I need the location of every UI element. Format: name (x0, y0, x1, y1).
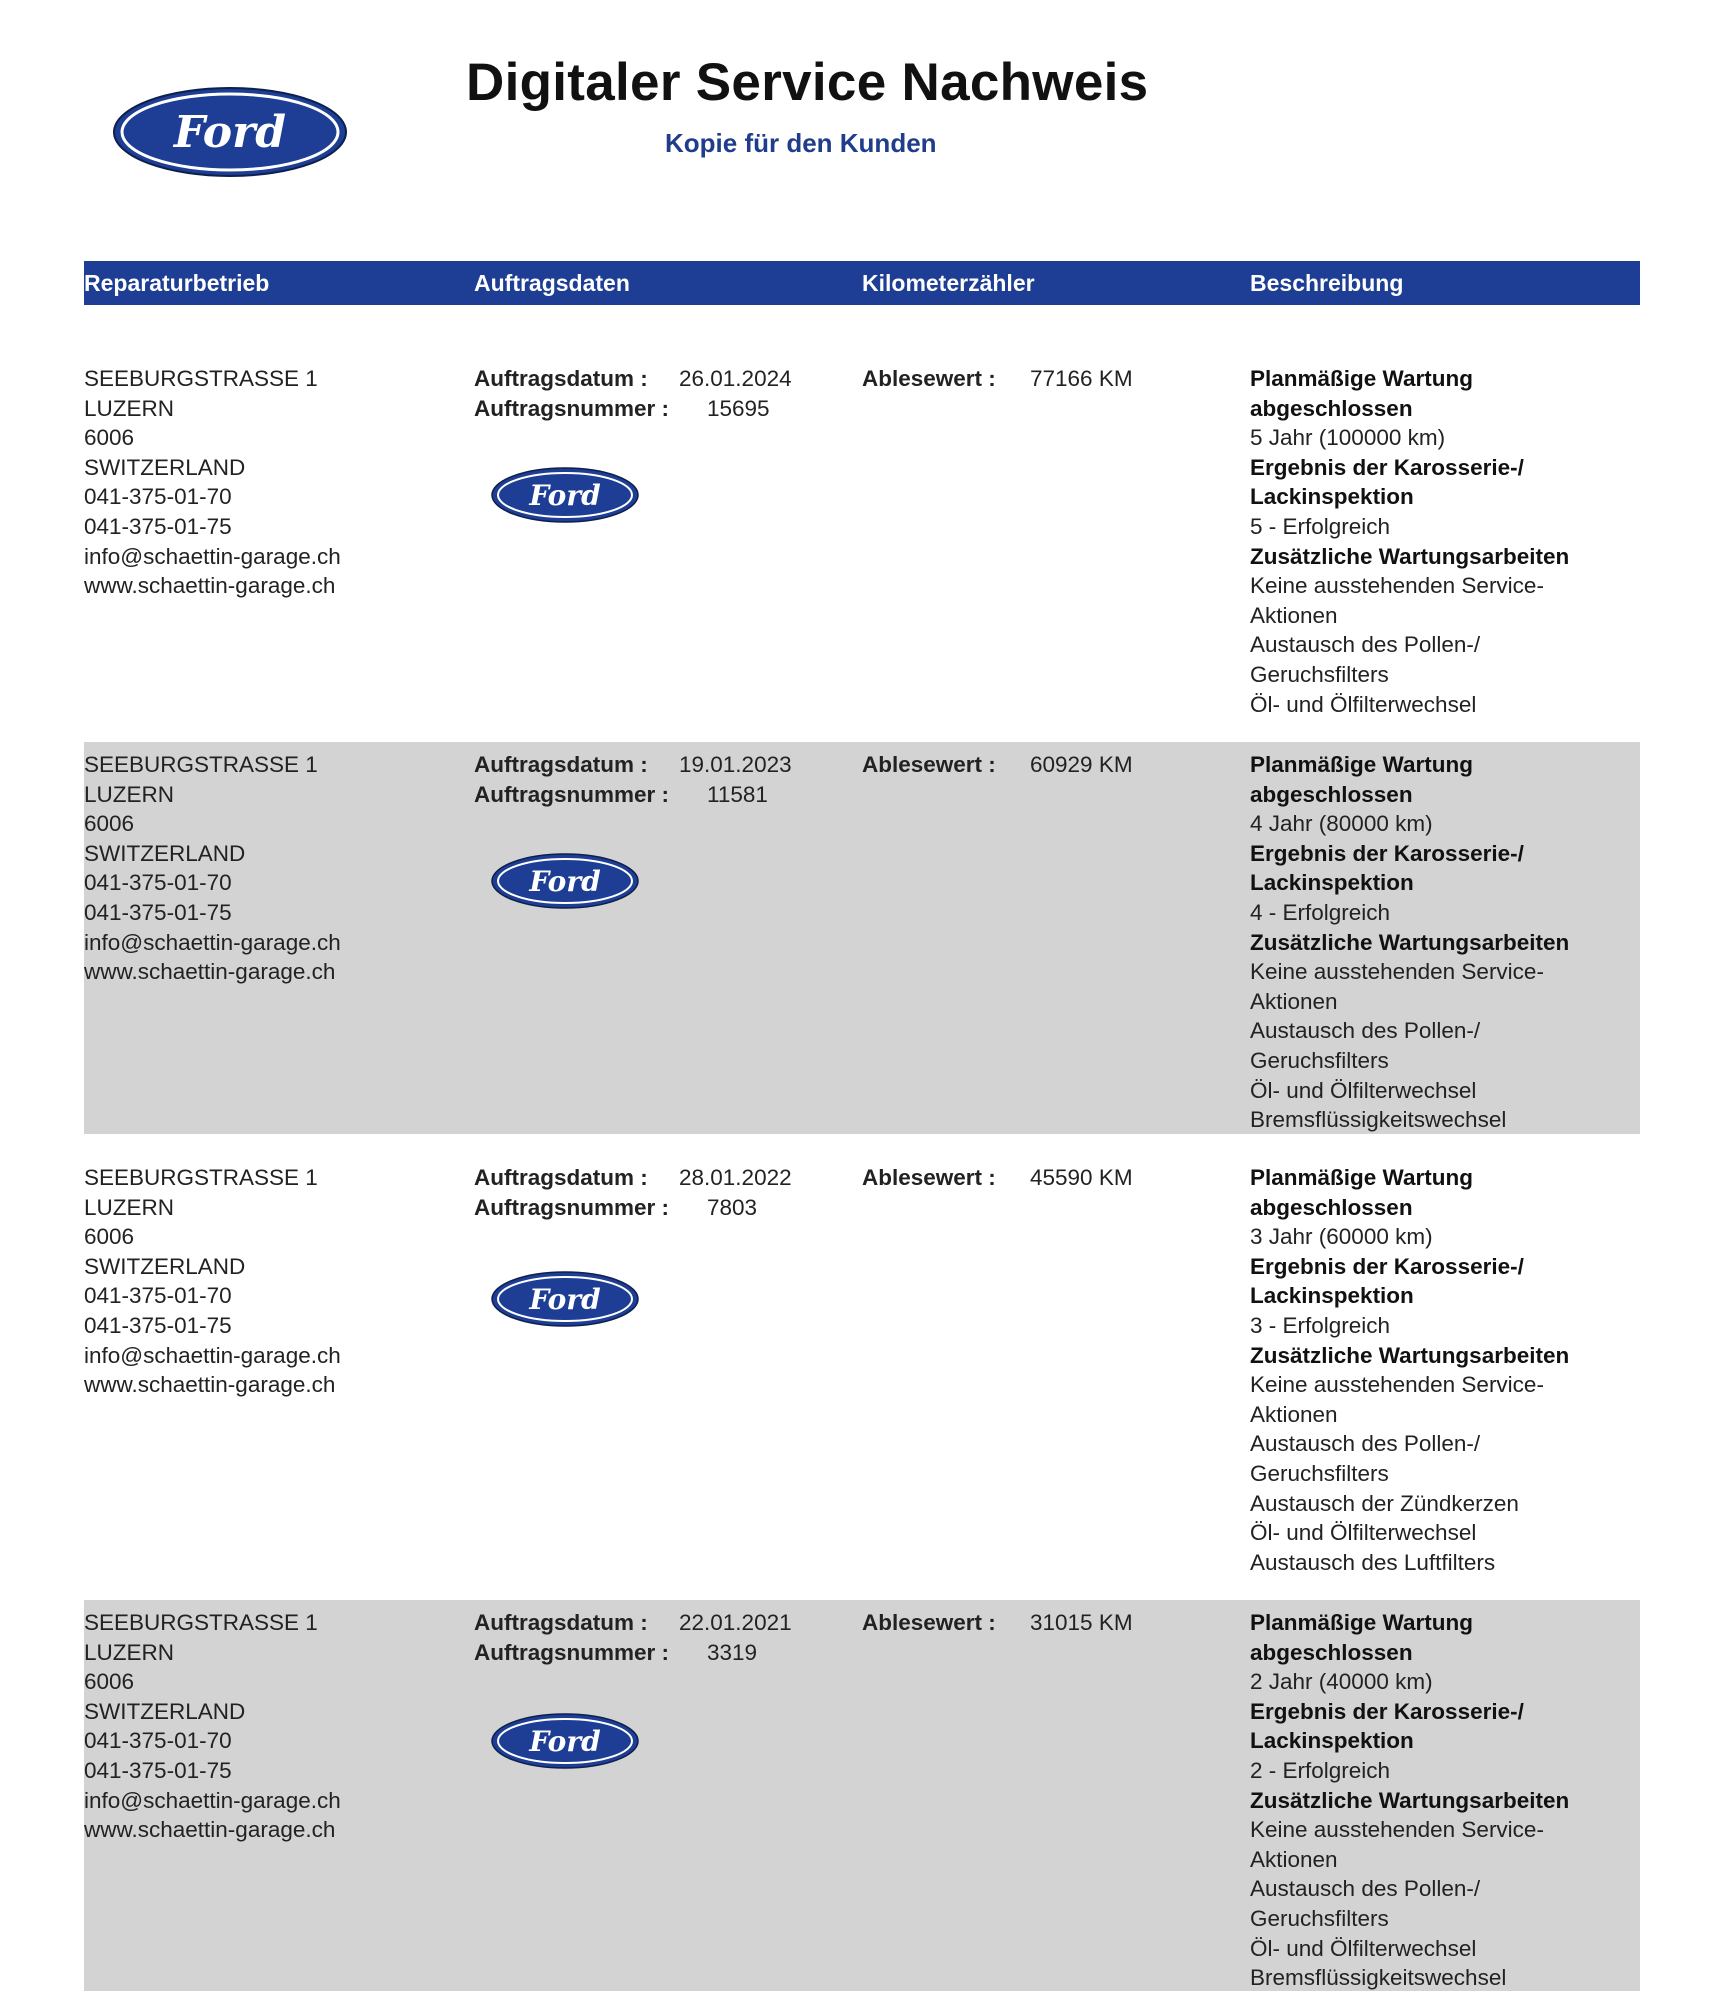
address-line: 6006 (84, 1669, 135, 1695)
description-heading: Lackinspektion (1250, 1283, 1414, 1309)
address-line: LUZERN (84, 781, 175, 807)
odometer-value: 77166 KM (1030, 366, 1133, 391)
description-line: Aktionen (1250, 1846, 1338, 1872)
odometer-reading (862, 364, 1133, 394)
page-subtitle: Kopie für den Kunden (665, 128, 937, 158)
description-heading: Planmäßige Wartung (1250, 1165, 1473, 1190)
description-line: Aktionen (1250, 602, 1338, 628)
description-line: Keine ausstehenden Service- (1250, 959, 1544, 985)
description-heading: abgeschlossen (1250, 1194, 1413, 1220)
table-row (84, 1155, 1640, 1600)
address-line: SEEBURGSTRASSE 1 (84, 1610, 318, 1635)
order-date-label: Auftragsdatum : (474, 752, 648, 777)
order-date-line (474, 1163, 792, 1193)
order-date-label: Auftragsdatum : (474, 366, 648, 391)
order-date-label: Auftragsdatum : (474, 1165, 648, 1190)
odometer-value: 45590 KM (1030, 1165, 1133, 1190)
address-line: info@schaettin-garage.ch (84, 543, 341, 569)
description-line: Geruchsfilters (1250, 1905, 1389, 1931)
description-line: Austausch des Pollen-/ (1250, 1018, 1481, 1044)
order-data (474, 364, 792, 423)
description-line: Austausch des Pollen-/ (1250, 632, 1481, 658)
order-date-value: 26.01.2024 (679, 366, 792, 391)
description-heading: Lackinspektion (1250, 484, 1414, 510)
description-heading: Ergebnis der Karosserie-/ (1250, 1698, 1524, 1724)
description-line: Öl- und Ölfilterwechsel (1250, 1077, 1477, 1103)
page-title: Digitaler Service Nachweis (466, 53, 1149, 112)
order-number-label: Auftragsnummer : (474, 781, 670, 807)
description-heading: Lackinspektion (1250, 1728, 1414, 1754)
description-heading: Zusätzliche Wartungsarbeiten (1250, 1787, 1570, 1813)
description-line: Austausch des Luftfilters (1250, 1549, 1496, 1575)
ford-logo-small-text: Ford (529, 1725, 601, 1758)
description-line: 5 - Erfolgreich (1250, 513, 1391, 539)
address-line: 6006 (84, 425, 135, 451)
column-header-odometer: Kilometerzähler (862, 270, 1035, 296)
order-data (474, 750, 792, 809)
description-line: Öl- und Ölfilterwechsel (1250, 1520, 1477, 1546)
address-line: 041-375-01-70 (84, 484, 232, 510)
table-row (84, 1600, 1640, 1991)
column-header-repair-shop: Reparaturbetrieb (84, 270, 270, 296)
ford-logo (112, 86, 348, 178)
description-line: Geruchsfilters (1250, 1460, 1389, 1486)
description-line: Aktionen (1250, 1401, 1338, 1427)
order-number-value: 3319 (707, 1639, 758, 1665)
description-heading: Ergebnis der Karosserie-/ (1250, 1253, 1524, 1279)
description-heading: Ergebnis der Karosserie-/ (1250, 840, 1524, 866)
order-number-value: 11581 (707, 781, 768, 807)
description-line: 5 Jahr (100000 km) (1250, 425, 1446, 451)
description-line: 4 Jahr (80000 km) (1250, 811, 1433, 837)
address-line: 041-375-01-75 (84, 1757, 232, 1783)
description-heading: Planmäßige Wartung (1250, 366, 1473, 391)
description-line: Geruchsfilters (1250, 661, 1389, 687)
description-line: Austausch der Zündkerzen (1250, 1490, 1519, 1516)
order-date-value: 19.01.2023 (679, 752, 792, 777)
description-line: Keine ausstehenden Service- (1250, 1372, 1544, 1398)
address-line: info@schaettin-garage.ch (84, 1787, 341, 1813)
order-date-line (474, 750, 792, 780)
address-line: SWITZERLAND (84, 1253, 246, 1279)
table-header (84, 261, 1640, 305)
order-number-line (474, 1193, 792, 1223)
description-heading: Planmäßige Wartung (1250, 1610, 1473, 1635)
odometer-label: Ablesewert : (862, 1610, 996, 1635)
address-line: 6006 (84, 811, 135, 837)
order-number-line (474, 780, 792, 810)
address-line: 041-375-01-70 (84, 870, 232, 896)
description-heading: abgeschlossen (1250, 395, 1413, 421)
description-line: Bremsflüssigkeitswechsel (1250, 1965, 1507, 1991)
order-date-line (474, 1608, 792, 1638)
address-line: SWITZERLAND (84, 454, 246, 480)
address-line: SWITZERLAND (84, 840, 246, 866)
address-line: 041-375-01-70 (84, 1728, 232, 1754)
order-data (474, 1608, 792, 1667)
description-line: 2 Jahr (40000 km) (1250, 1669, 1433, 1695)
order-number-value: 15695 (707, 395, 770, 421)
address-line: LUZERN (84, 395, 175, 421)
description-line: Aktionen (1250, 988, 1338, 1014)
ford-logo-small (490, 1270, 640, 1328)
odometer-reading (862, 1163, 1133, 1193)
order-number-line (474, 1638, 792, 1668)
order-number-line (474, 394, 792, 424)
description-heading: Ergebnis der Karosserie-/ (1250, 454, 1524, 480)
address-line: 041-375-01-75 (84, 513, 232, 539)
address-line: SEEBURGSTRASSE 1 (84, 752, 318, 777)
address-line: SEEBURGSTRASSE 1 (84, 366, 318, 391)
repair-shop-address (84, 1608, 341, 1845)
service-description (1250, 1608, 1630, 1993)
description-line: Öl- und Ölfilterwechsel (1250, 691, 1477, 717)
description-line: Keine ausstehenden Service- (1250, 1817, 1544, 1843)
description-line: 4 - Erfolgreich (1250, 899, 1391, 925)
description-line: Keine ausstehenden Service- (1250, 573, 1544, 599)
description-heading: abgeschlossen (1250, 1639, 1413, 1665)
description-heading: Zusätzliche Wartungsarbeiten (1250, 929, 1570, 955)
address-line: SEEBURGSTRASSE 1 (84, 1165, 318, 1190)
order-data (474, 1163, 792, 1222)
order-number-label: Auftragsnummer : (474, 1194, 670, 1220)
odometer-label: Ablesewert : (862, 366, 996, 391)
ford-logo-small (490, 1712, 640, 1770)
address-line: LUZERN (84, 1194, 175, 1220)
description-heading: Zusätzliche Wartungsarbeiten (1250, 1342, 1570, 1368)
table-row (84, 742, 1640, 1134)
description-heading: Planmäßige Wartung (1250, 752, 1473, 777)
odometer-value: 31015 KM (1030, 1610, 1133, 1635)
order-number-value: 7803 (707, 1194, 758, 1220)
odometer-reading (862, 750, 1133, 780)
description-line: Geruchsfilters (1250, 1047, 1389, 1073)
address-line: info@schaettin-garage.ch (84, 1342, 341, 1368)
address-line: www.schaettin-garage.ch (84, 1372, 336, 1398)
odometer-label: Ablesewert : (862, 752, 996, 777)
order-number-label: Auftragsnummer : (474, 395, 670, 421)
description-line: Öl- und Ölfilterwechsel (1250, 1935, 1477, 1961)
description-line: 2 - Erfolgreich (1250, 1757, 1391, 1783)
address-line: www.schaettin-garage.ch (84, 1817, 336, 1843)
address-line: 6006 (84, 1224, 135, 1250)
odometer-value: 60929 KM (1030, 752, 1133, 777)
ford-logo-small (490, 852, 640, 910)
address-line: info@schaettin-garage.ch (84, 929, 341, 955)
description-line: 3 Jahr (60000 km) (1250, 1224, 1433, 1250)
order-date-label: Auftragsdatum : (474, 1610, 648, 1635)
order-date-value: 28.01.2022 (679, 1165, 792, 1190)
description-line: 3 - Erfolgreich (1250, 1312, 1391, 1338)
address-line: www.schaettin-garage.ch (84, 959, 336, 985)
ford-logo-small (490, 466, 640, 524)
description-line: Austausch des Pollen-/ (1250, 1431, 1481, 1457)
column-header-description: Beschreibung (1250, 270, 1404, 296)
description-line: Austausch des Pollen-/ (1250, 1876, 1481, 1902)
order-date-value: 22.01.2021 (679, 1610, 792, 1635)
service-description (1250, 1163, 1630, 1577)
odometer-reading (862, 1608, 1133, 1638)
repair-shop-address (84, 364, 341, 601)
address-line: 041-375-01-70 (84, 1283, 232, 1309)
order-number-label: Auftragsnummer : (474, 1639, 670, 1665)
description-heading: Lackinspektion (1250, 870, 1414, 896)
address-line: www.schaettin-garage.ch (84, 573, 336, 599)
address-line: LUZERN (84, 1639, 175, 1665)
service-description (1250, 750, 1630, 1135)
service-table (84, 261, 1640, 1991)
description-line: Bremsflüssigkeitswechsel (1250, 1107, 1507, 1133)
repair-shop-address (84, 750, 341, 987)
order-date-line (474, 364, 792, 394)
address-line: SWITZERLAND (84, 1698, 246, 1724)
description-heading: Zusätzliche Wartungsarbeiten (1250, 543, 1570, 569)
ford-logo-small-text: Ford (529, 479, 601, 512)
odometer-label: Ablesewert : (862, 1165, 996, 1190)
repair-shop-address (84, 1163, 341, 1400)
address-line: 041-375-01-75 (84, 1312, 232, 1338)
ford-logo-text: Ford (173, 107, 287, 158)
ford-logo-small-text: Ford (529, 865, 601, 898)
description-heading: abgeschlossen (1250, 781, 1413, 807)
ford-logo-small-text: Ford (529, 1283, 601, 1316)
address-line: 041-375-01-75 (84, 899, 232, 925)
column-header-order-data: Auftragsdaten (474, 270, 630, 296)
table-row (84, 356, 1640, 717)
service-description (1250, 364, 1630, 719)
